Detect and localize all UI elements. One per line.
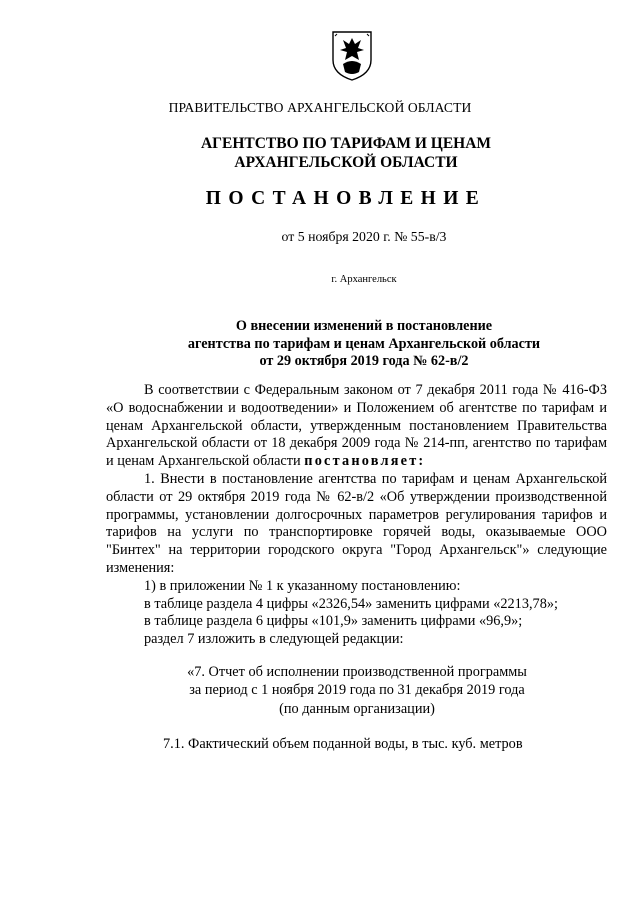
subitem-3: в таблице раздела 6 цифры «101,9» заменить цифрами «96,9»;	[144, 613, 523, 630]
date-and-number: от 5 ноября 2020 г. № 55-в/3	[281, 229, 447, 244]
agency-name	[26, 134, 640, 172]
subject-line-3: от 29 октября 2019 года № 62-в/2	[259, 353, 469, 369]
section-7-1-heading: 7.1. Фактический объем поданной воды, в тыс. куб. метров	[163, 736, 523, 752]
preamble-paragraph	[106, 382, 607, 471]
coat-of-arms-icon	[331, 30, 373, 82]
subject-line-1: О внесении изменений в постановление	[235, 318, 493, 334]
agency-line-2: АРХАНГЕЛЬСКОЙ ОБЛАСТИ	[234, 154, 458, 171]
subject-line-2: агентства по тарифам и ценам Архангельской области	[187, 335, 541, 352]
document-body	[106, 382, 607, 649]
city: г. Архангельск	[331, 274, 397, 285]
section-7-heading	[162, 663, 552, 718]
subitem-4: раздел 7 изложить в следующей редакции:	[144, 631, 404, 648]
item-1-paragraph: 1. Внести в постановление агентства по тарифам и ценам Архангельской области от 29 октября 2019 года № 62-в/2 «Об утверждении производственной программы, установлении долгосрочных параметров регулирования тарифов и тарифов на услуги по транспортировке горячей воды, оказываемые ООО "Бинтех" на территории городского округа "Город Архангельск"» следующие изменения:	[106, 470, 607, 576]
document-type: ПОСТАНОВЛЕНИЕ	[205, 188, 487, 209]
preamble-text: В соответствии с Федеральным законом от 7 декабря 2011 года № 416-ФЗ «О водоснабжении и водоотведении» и Положением об агентстве по тарифам и ценам Архангельской области, утвержденным постановлением Правительства Архангельской области от 18 декабря 2009 года № 214-пп, агентство по тарифам и ценам Архангельской области	[106, 382, 607, 470]
government-name: ПРАВИТЕЛЬСТВО АРХАНГЕЛЬСКОЙ ОБЛАСТИ	[168, 100, 472, 115]
decrees-word: постановляет:	[304, 453, 426, 470]
document-subject	[44, 318, 640, 371]
subitem-2: в таблице раздела 4 цифры «2326,54» заменить цифрами «2213,78»;	[144, 595, 558, 612]
subitem-1: 1) в приложении № 1 к указанному постановлению:	[144, 577, 461, 594]
section-7-line-3: (по данным организации)	[279, 700, 435, 717]
section-7-line-1: «7. Отчет об исполнении производственной программы	[187, 664, 527, 680]
section-7-line-2: за период с 1 ноября 2019 года по 31 декабря 2019 года	[189, 682, 525, 699]
agency-line-1: АГЕНТСТВО ПО ТАРИФАМ И ЦЕНАМ	[200, 135, 492, 152]
